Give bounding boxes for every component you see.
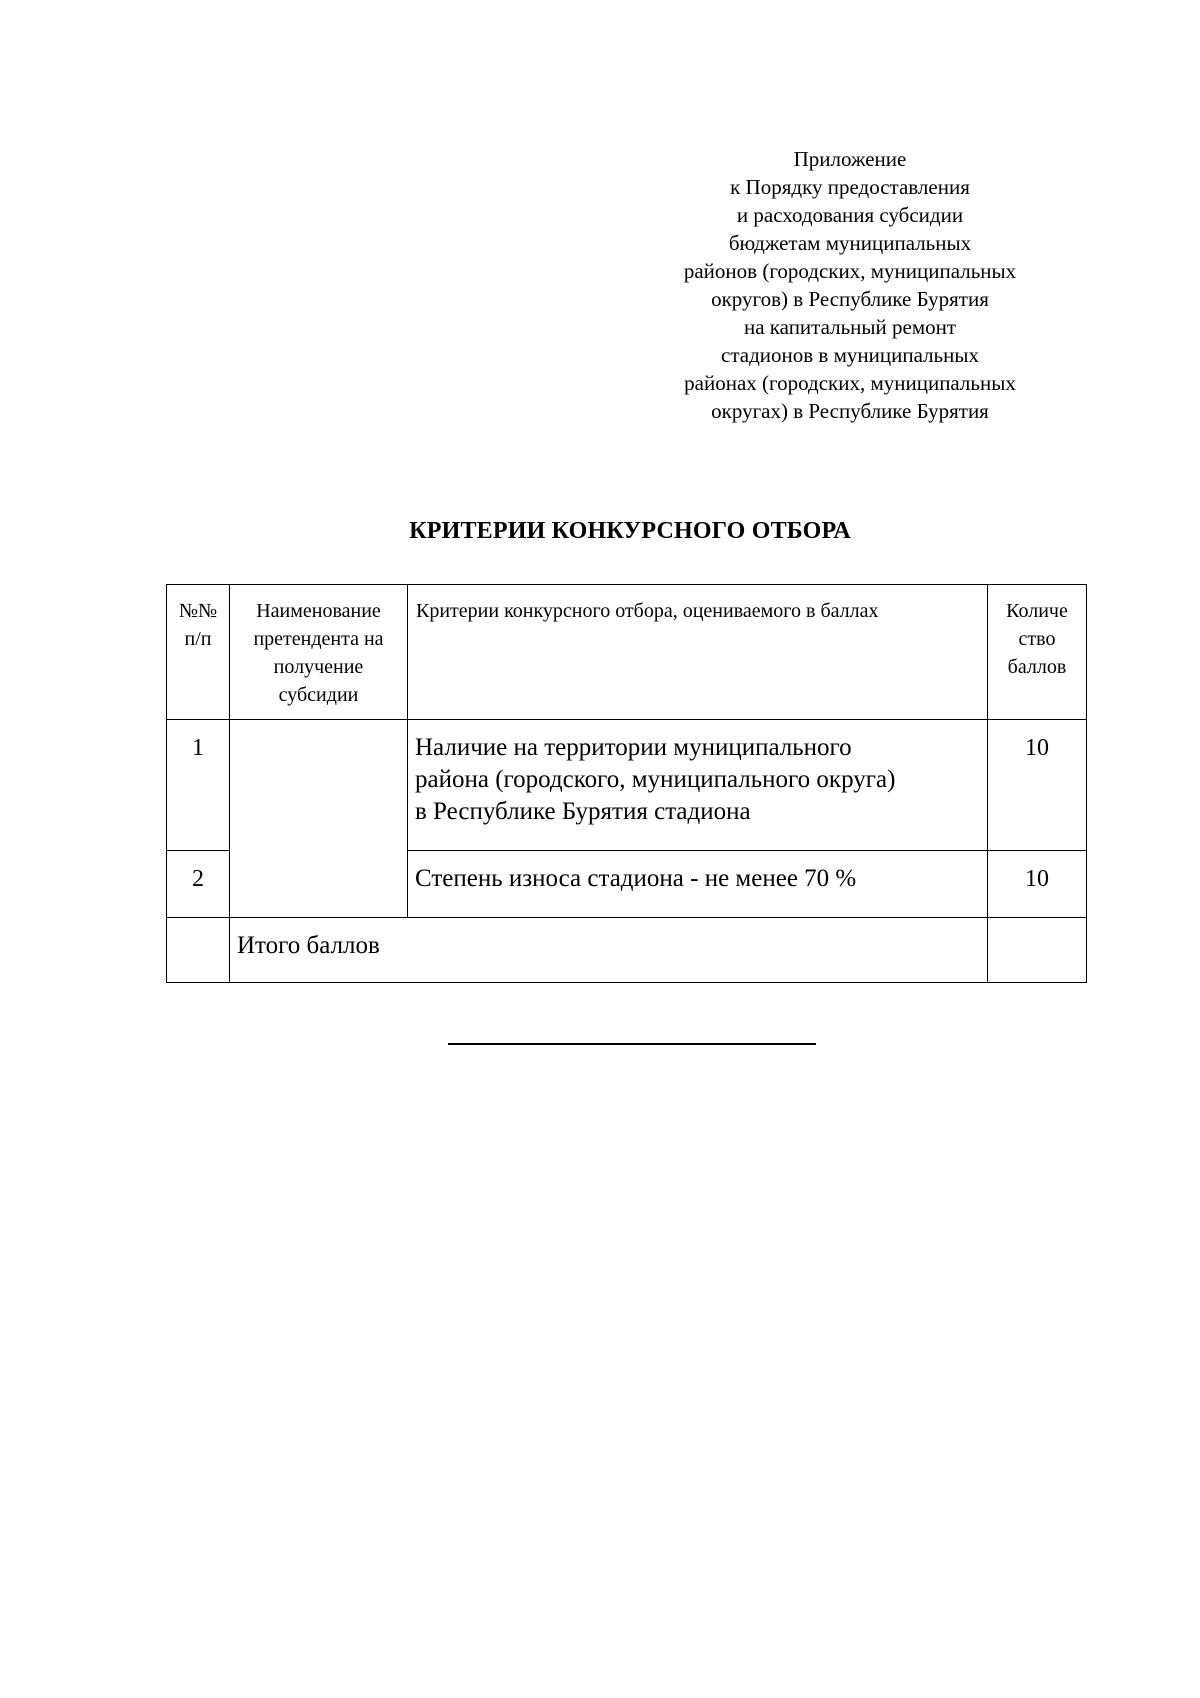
total-label: Итого баллов <box>230 918 988 983</box>
total-row <box>167 918 1087 983</box>
criteria-line: Наличие на территории муниципального <box>415 734 852 761</box>
header-criteria-text: Критерии конкурсного отбора, оцениваемого в баллах <box>416 600 879 622</box>
total-score-cell <box>988 918 1087 983</box>
appendix-line: стадионов в муниципальных <box>721 343 979 367</box>
criteria-cell <box>408 720 988 851</box>
appendix-line: и расходования субсидии <box>736 203 964 227</box>
applicant-name-cell <box>230 720 408 918</box>
criteria-table <box>166 584 1087 983</box>
appendix-line: округов) в Республике Бурятия <box>711 287 989 311</box>
header-applicant-line: получение <box>273 656 364 678</box>
header-score-line: Количе <box>1006 600 1068 622</box>
score-cell: 10 <box>988 720 1087 851</box>
row-number: 1 <box>167 720 230 851</box>
header-number-line: №№ <box>178 600 218 622</box>
appendix-line: Приложение <box>793 147 907 171</box>
criteria-line: района (городского, муниципального округа) <box>415 766 896 793</box>
header-score-line: баллов <box>1007 656 1067 678</box>
appendix-line: округах) в Республике Бурятия <box>711 399 989 423</box>
table-row <box>167 720 1087 851</box>
row-number: 2 <box>167 851 230 918</box>
appendix-line: на капитальный ремонт <box>743 315 957 339</box>
appendix-line: районах (городских, муниципальных <box>684 371 1016 395</box>
closing-rule <box>448 1043 816 1045</box>
header-number-line: п/п <box>184 628 212 650</box>
header-applicant-line: претендента на <box>253 628 384 650</box>
score-cell: 10 <box>988 851 1087 918</box>
criteria-line: Степень износа стадиона - не менее 70 % <box>415 865 857 892</box>
total-number-cell <box>167 918 230 983</box>
header-criteria <box>408 585 988 720</box>
document-title: КРИТЕРИИ КОНКУРСНОГО ОТБОРА <box>409 518 851 544</box>
criteria-cell <box>408 851 988 918</box>
header-applicant-line: Наименование <box>256 600 381 622</box>
header-applicant <box>230 585 408 720</box>
header-score-line: ство <box>1018 628 1056 650</box>
header-applicant-line: субсидии <box>278 684 359 706</box>
appendix-header <box>620 145 1080 425</box>
appendix-line: бюджетам муниципальных <box>728 231 972 255</box>
criteria-line: в Республике Бурятия стадиона <box>415 798 751 825</box>
appendix-line: районов (городских, муниципальных <box>683 259 1017 283</box>
header-score <box>988 585 1087 720</box>
table-header-row <box>167 585 1087 720</box>
header-number <box>167 585 230 720</box>
appendix-line: к Порядку предоставления <box>730 175 970 199</box>
